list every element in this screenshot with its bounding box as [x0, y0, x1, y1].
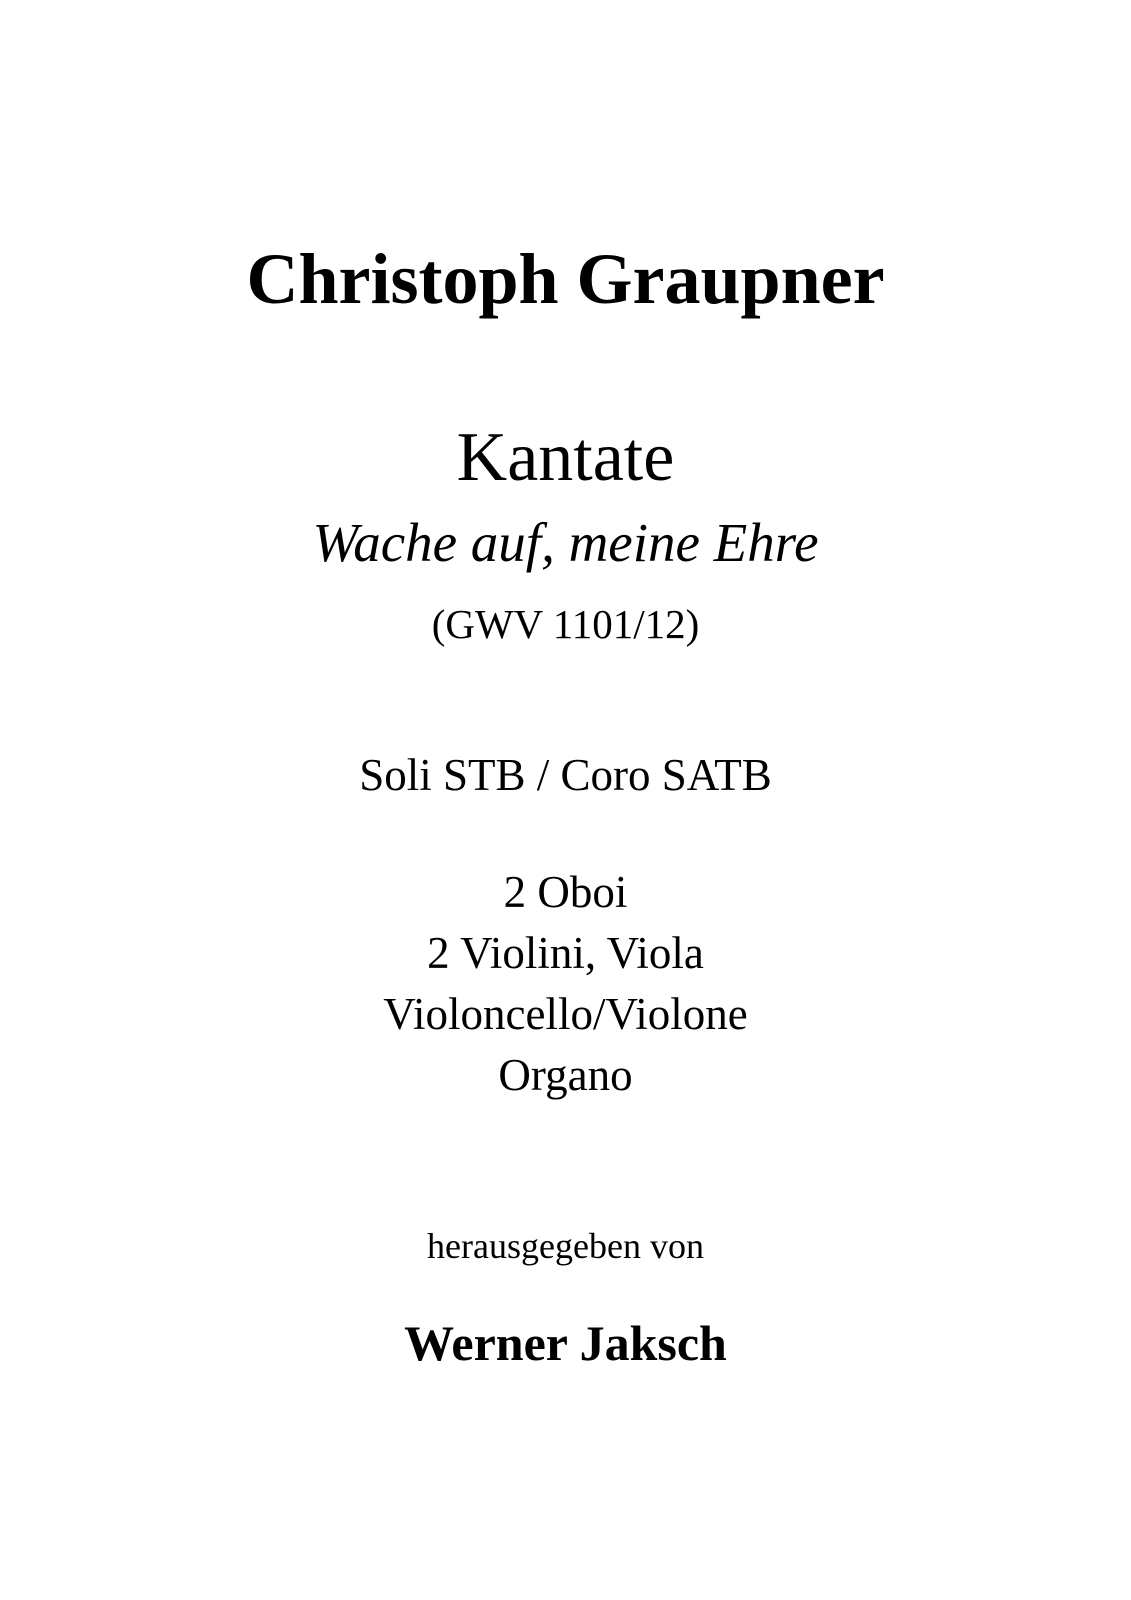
catalog-number: (GWV 1101/12)	[431, 601, 700, 647]
editor-label: herausgegeben von	[427, 1226, 704, 1266]
instrument-item: 2 Oboi	[503, 867, 628, 917]
instrument-item: Violoncello/Violone	[383, 989, 748, 1039]
voice-scoring: Soli STB / Coro SATB	[359, 750, 772, 800]
composer-name: Christoph Graupner	[246, 239, 885, 319]
instrument-item: 2 Violini, Viola	[427, 928, 704, 978]
work-genre: Kantate	[456, 419, 675, 496]
work-title: Wache auf, meine Ehre	[312, 512, 819, 573]
instrument-item: Organo	[498, 1050, 633, 1100]
editor-name: Werner Jaksch	[404, 1315, 727, 1371]
